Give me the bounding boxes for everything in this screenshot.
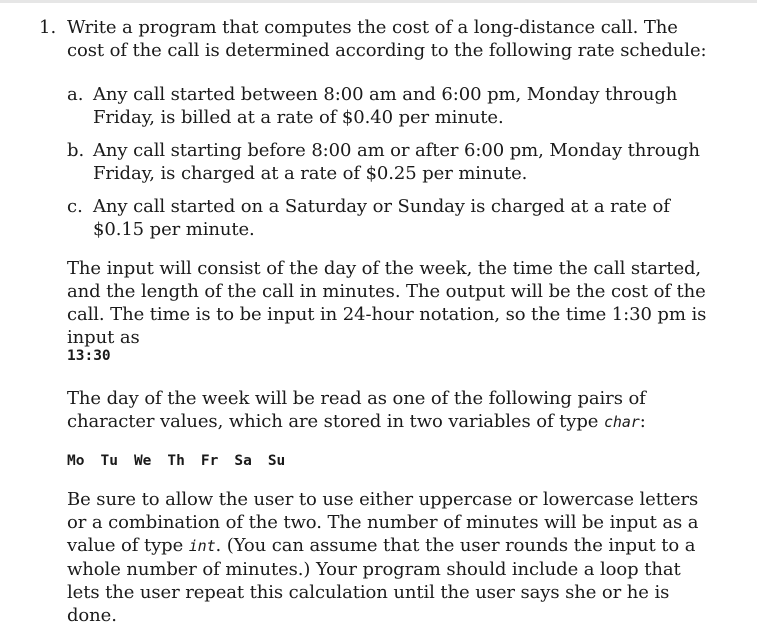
input-description-paragraph: The input will consist of the day of the week, the time the call started, and the length of the call in minutes. The output will be the cost of the call. The time is to be input in 24-hour notation, so the time 1:30 pm is input as <box>67 258 707 348</box>
problem-number: 1. <box>39 17 57 38</box>
top-divider <box>0 0 757 3</box>
item-a-text: Any call started between 8:00 am and 6:00 pm, Monday through Friday, is billed at a rate of $0.40 per minute. <box>93 84 678 128</box>
char-type-code: char <box>603 413 640 431</box>
item-b-label: b. <box>67 140 85 161</box>
item-c-label: c. <box>67 196 83 217</box>
day-code: Fr <box>200 453 219 469</box>
case-text: Be sure to allow the user to use either uppercase or lowercase letters or a combination of the two. The number of minutes will be input as a value of type <box>67 489 699 556</box>
day-code: Mo <box>67 453 85 469</box>
day-format-colon: : <box>639 411 646 432</box>
item-b-text: Any call starting before 8:00 am or after 6:00 pm, Monday through Friday, is charged at a rate of $0.25 per minute. <box>93 140 700 184</box>
item-a-label: a. <box>67 84 84 105</box>
day-code: Sa <box>234 453 252 469</box>
item-c-text: Any call started on a Saturday or Sunday is charged at a rate of $0.15 per minute. <box>93 196 670 240</box>
time-example-code: 13:30 <box>67 348 111 364</box>
day-code: Tu <box>100 453 118 469</box>
day-code: Th <box>167 453 185 469</box>
case-and-loop-paragraph <box>67 488 717 627</box>
problem-intro: Write a program that computes the cost of a long-distance call. The cost of the call is determined according to the following rate schedule: <box>67 17 707 61</box>
day-code: We <box>133 453 152 469</box>
day-code: Su <box>267 453 286 469</box>
day-codes-list <box>67 451 301 471</box>
int-type-code: int <box>188 537 216 555</box>
day-format-text: The day of the week will be read as one of the following pairs of character values, which are stored in two variables of type <box>67 388 646 432</box>
loop-text: . (You can assume that the user rounds the input to a whole number of minutes.) Your program should include a loop that lets the user repeat this calculation until the user says she or he is done. <box>67 535 696 626</box>
day-format-paragraph <box>67 387 717 434</box>
